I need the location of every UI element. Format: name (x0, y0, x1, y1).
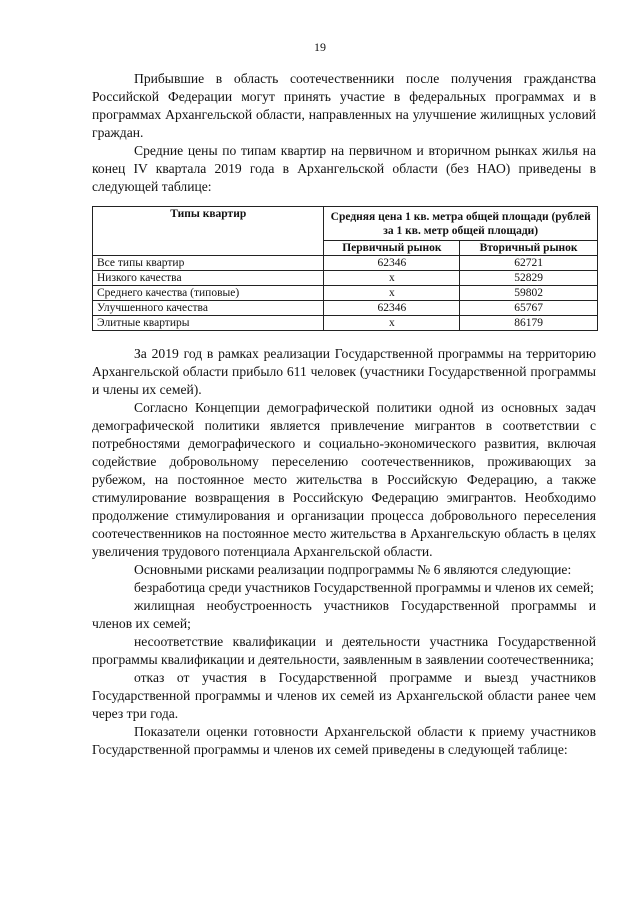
row-primary: x (324, 286, 460, 301)
row-primary: x (324, 271, 460, 286)
table-row (93, 301, 598, 316)
row-secondary: 59802 (460, 286, 598, 301)
row-primary: 62346 (324, 256, 460, 271)
table-row (93, 271, 598, 286)
header-primary-market: Первичный рынок (324, 241, 460, 256)
apartment-price-table (92, 206, 598, 331)
paragraph-risk-qualification: несоответствие квалификации и деятельности участника Государственной программы квалификации и деятельности, заявленным в заявлении соотечественника; (92, 634, 596, 667)
table-row (93, 286, 598, 301)
row-type: Низкого качества (93, 271, 324, 286)
paragraph-risk-unemployment: безработица среди участников Государственной программы и членов их семей; (134, 580, 594, 595)
header-apartment-types: Типы квартир (93, 207, 324, 256)
row-secondary: 86179 (460, 316, 598, 331)
row-type: Среднего качества (типовые) (93, 286, 324, 301)
paragraph-returnees: Прибывшие в область соотечественники после получения гражданства Российской Федерации могут принять участие в федеральных программах и в программах Архангельской области, направленных на улучшение жилищных условий граждан. (92, 71, 596, 140)
row-type: Все типы квартир (93, 256, 324, 271)
header-average-price: Средняя цена 1 кв. метра общей площади (рублей за 1 кв. метр общей площади) (324, 207, 598, 241)
paragraph-risk-departure: отказ от участия в Государственной программе и выезд участников Государственной программы и членов их семей из Архангельской области ранее чем через три года. (92, 670, 596, 721)
row-type: Улучшенного качества (93, 301, 324, 316)
row-secondary: 65767 (460, 301, 598, 316)
row-primary: x (324, 316, 460, 331)
table-row (93, 316, 598, 331)
table-row (93, 256, 598, 271)
header-secondary-market: Вторичный рынок (460, 241, 598, 256)
paragraph-prices-intro: Средние цены по типам квартир на первичном и вторичном рынках жилья на конец IV квартала 2019 года в Архангельской области (без НАО) приведены в следующей таблице: (92, 143, 596, 194)
document-body (92, 70, 596, 759)
row-type: Элитные квартиры (93, 316, 324, 331)
paragraph-arrivals-2019: За 2019 год в рамках реализации Государственной программы на территорию Архангельской области прибыло 611 человек (участники Государственной программы и члены их семей). (92, 346, 596, 397)
row-secondary: 62721 (460, 256, 598, 271)
paragraph-concept: Согласно Концепции демографической политики одной из основных задач демографической политики является привлечение мигрантов в соответствии с потребностями демографического и социально-экономического развития, включая содействие добровольному переселению соотечественников, проживающих за рубежом, на постоянное место жительства в Российскую Федерацию, а также стимулирование возвращения в Российскую Федерацию эмигрантов. Необходимо продолжение стимулирования и организации процесса добровольного переселения соотечественников на постоянное место жительства в Архангельскую область в целях увеличения трудового потенциала Архангельской области. (92, 400, 596, 559)
paragraph-readiness-intro: Показатели оценки готовности Архангельской области к приему участников Государственной программы и членов их семей приведены в следующей таблице: (92, 724, 596, 757)
page-number: 19 (314, 40, 326, 54)
paragraph-risks-intro: Основными рисками реализации подпрограммы № 6 являются следующие: (134, 562, 572, 577)
row-primary: 62346 (324, 301, 460, 316)
paragraph-risk-housing: жилищная необустроенность участников Государственной программы и членов их семей; (92, 598, 596, 631)
row-secondary: 52829 (460, 271, 598, 286)
